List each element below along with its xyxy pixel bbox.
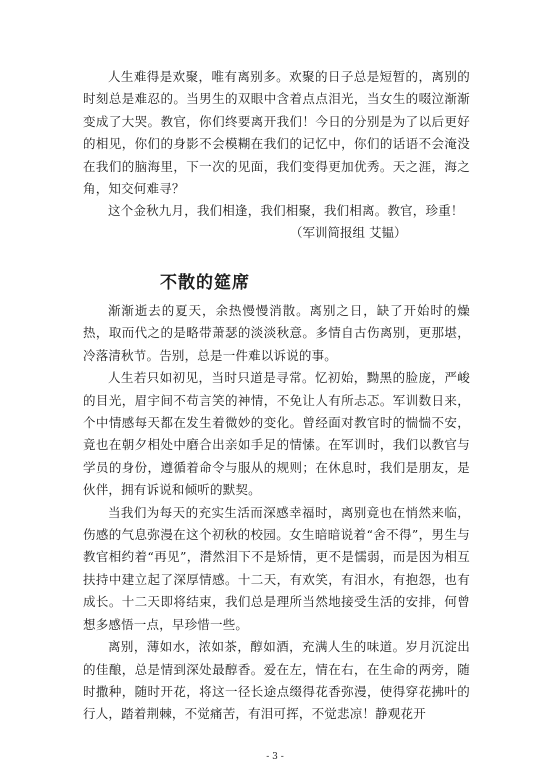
article-title: 不散的筵席 — [160, 273, 250, 293]
paragraph: 人生难得是欢聚，唯有离别多。欢聚的日子总是短暂的，离别的时刻总是难忍的。当男生的双眼中含着点点泪光，当女生的啜泣渐渐变成了大哭。教官，你们终要离开我们！今日的分别是为了以后更好的相见，你们的身影不会模糊在我们的记忆中，你们的话语不会淹没在我们的脑海里，下一次的见面，我们变得更加优秀。天之涯，海之角，知交何难寻？ — [83, 69, 470, 197]
paragraph: 人生若只如初见，当时只道是寻常。忆初始，黝黑的脸庞，严峻的目光，眉宇间不苟言笑的神情，不免让人有所忐忑。军训数日来，个中情感每天都在发生着微妙的变化。曾经面对教官时的惴惴不安，竟也在朝夕相处中磨合出亲如手足的情愫。在军训时，我们以教官与学员的身份，遵循着命令与服从的规则；在休息时，我们是朋友，是伙伴，拥有诉说和倾听的默契。 — [83, 370, 470, 498]
section-farewell-text — [83, 66, 470, 223]
author-signature: （军训简报组 艾韫） — [290, 225, 407, 240]
page-number: - 3 - — [266, 752, 284, 762]
paragraph: 离别，薄如水，浓如茶，醇如酒，充满人生的味道。岁月沉淀出的佳酿，总是情到深处最醇香。爱在左，情在右，在生命的两旁，随时撒种，随时开花，将这一径长途点缀得花香弥漫，使得穿花拂叶的行人，踏着荆棘，不觉痛苦，有泪可挥，不觉悲凉！静观花开 — [83, 639, 470, 722]
paragraph: 当我们为每天的充实生活而深感幸福时，离别竟也在悄然来临，伤感的气息弥漫在这个初秋的校园。女生暗暗说着“舍不得”，男生与教官相约着“再见”，潸然泪下不是矫情，更不是懦弱，而是因为相互扶持中建立起了深厚情感。十二天，有欢笑，有泪水，有抱怨，也有成长。十二天即将结束，我们总是理所当然地接受生活的安排，何曾想多感悟一点，早珍惜一些。 — [83, 504, 470, 632]
paragraph: 这个金秋九月，我们相逢，我们相聚，我们相离。教官，珍重！ — [108, 203, 464, 219]
paragraph: 渐渐逝去的夏天，余热慢慢消散。离别之日，缺了开始时的燥热，取而代之的是略带萧瑟的淡淡秋意。多情自古伤离别，更那堪，冷落清秋节。告别，总是一件难以诉说的事。 — [83, 303, 470, 363]
article-body — [83, 300, 470, 726]
